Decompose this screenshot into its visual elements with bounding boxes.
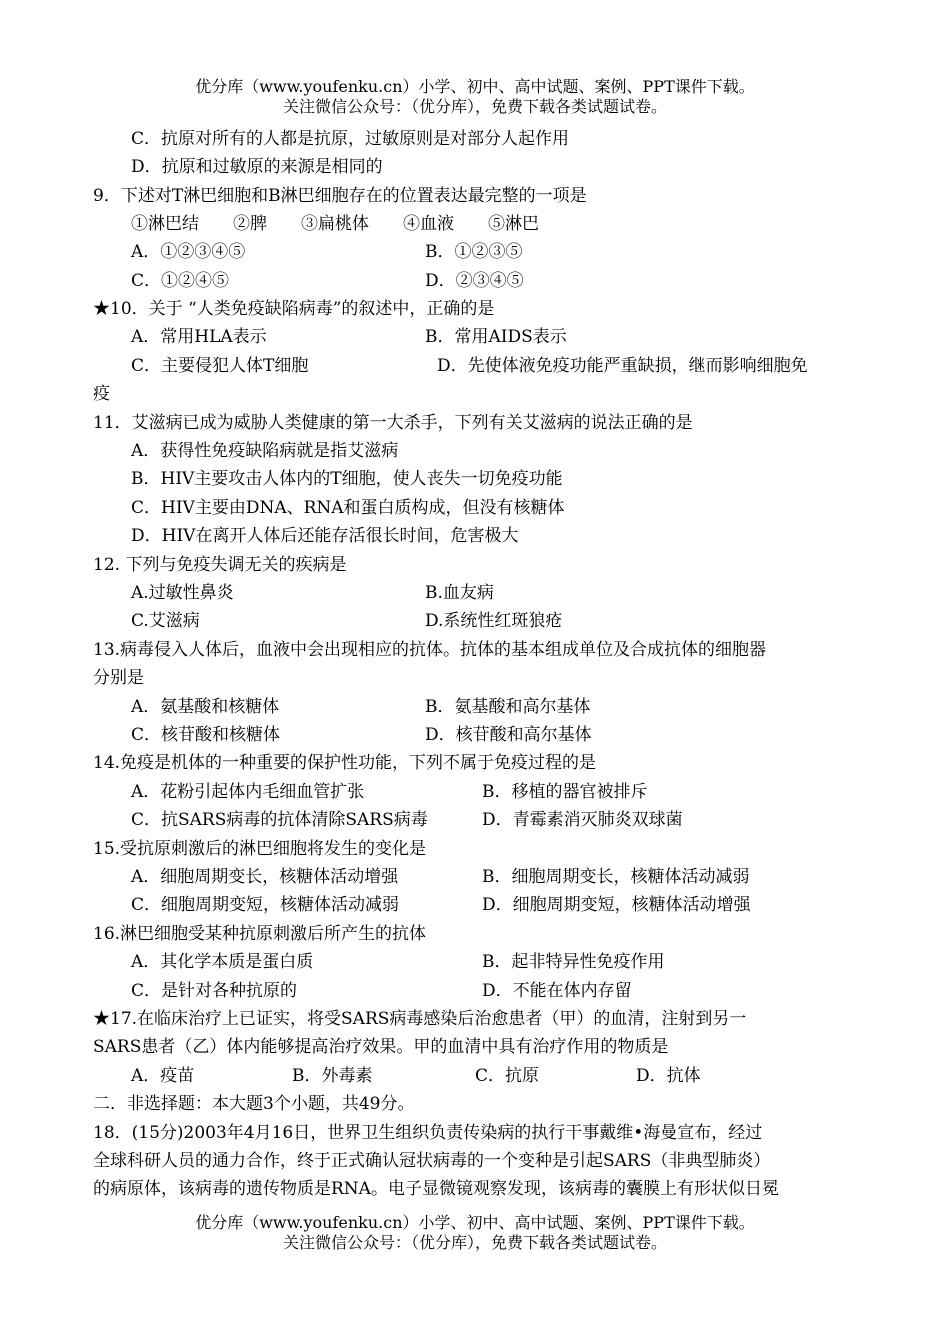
q15-option-d: D．细胞周期变短，核糖体活动增强 <box>482 895 751 915</box>
q16-option-d: D．不能在体内存留 <box>482 981 632 1001</box>
q10-option-a: A．常用HLA表示 <box>131 327 267 347</box>
q15-stem: 15.受抗原刺激后的淋巴细胞将发生的变化是 <box>93 839 427 859</box>
q10-option-d-cont: 疫 <box>93 384 110 404</box>
q9-option-a: A．①②③④⑤ <box>131 242 246 262</box>
q17-stem: ★17.在临床治疗上已证实，将受SARS病毒感染后治愈患者（甲）的血清，注射到另一 <box>93 1009 747 1029</box>
q15-option-b: B．细胞周期变长，核糖体活动减弱 <box>482 867 750 887</box>
q17-option-b: B．外毒素 <box>292 1066 373 1086</box>
q9-option-c: C．①②④⑤ <box>131 271 230 291</box>
q14-stem: 14.免疫是机体的一种重要的保护性功能，下列不属于免疫过程的是 <box>93 753 597 773</box>
q11-option-b: B．HIV主要攻击人体内的T细胞，使人丧失一切免疫功能 <box>131 469 563 489</box>
q8-option-d: D．抗原和过敏原的来源是相同的 <box>131 157 383 177</box>
q16-option-a: A．其化学本质是蛋白质 <box>131 952 314 972</box>
q14-option-c: C．抗SARS病毒的抗体清除SARS病毒 <box>131 810 428 830</box>
q16-option-c: C．是针对各种抗原的 <box>131 981 298 1001</box>
q12-stem: 12. 下列与免疫失调无关的疾病是 <box>93 555 347 575</box>
q16-stem: 16.淋巴细胞受某种抗原刺激后所产生的抗体 <box>93 924 427 944</box>
q9-option-b: B．①②③⑤ <box>425 242 523 262</box>
q12-option-c: C.艾滋病 <box>131 611 200 631</box>
q11-stem: 11．艾滋病已成为威胁人类健康的第一大杀手，下列有关艾滋病的说法正确的是 <box>93 413 693 433</box>
q14-option-b: B．移植的器官被排斥 <box>482 782 648 802</box>
q15-option-a: A．细胞周期变长，核糖体活动增强 <box>131 867 399 887</box>
q13-option-a: A．氨基酸和核糖体 <box>131 697 280 717</box>
section-2-title: 二．非选择题：本大题3个小题，共49分。 <box>93 1094 415 1114</box>
q13-option-b: B．氨基酸和高尔基体 <box>425 697 591 717</box>
q11-option-a: A．获得性免疫缺陷病就是指艾滋病 <box>131 441 399 461</box>
q18-line-3: 的病原体，该病毒的遗传物质是RNA。电子显微镜观察发现，该病毒的囊膜上有形状似日冕 <box>93 1179 779 1199</box>
q11-option-d: D．HIV在离开人体后还能存活很长时间，危害极大 <box>131 526 519 546</box>
q13-option-c: C．核苷酸和核糖体 <box>131 725 281 745</box>
q11-option-c: C．HIV主要由DNA、RNA和蛋白质构成，但没有核糖体 <box>131 498 565 518</box>
q17-option-c: C．抗原 <box>475 1066 540 1086</box>
q9-option-d: D．②③④⑤ <box>425 271 524 291</box>
header-line-2: 关注微信公众号：（优分库），免费下载各类试题试卷。 <box>282 97 667 116</box>
q17-option-d: D．抗体 <box>636 1066 701 1086</box>
q18-line-2: 全球科研人员的通力合作，终于正式确认冠状病毒的一个变种是引起SARS（非典型肺炎） <box>93 1151 771 1171</box>
q18-line-1: 18．(15分)2003年4月16日，世界卫生组织负责传染病的执行干事戴维•海曼宣布，经过 <box>93 1123 763 1143</box>
q17-stem-cont: SARS患者（乙）体内能够提高治疗效果。甲的血清中具有治疗作用的物质是 <box>93 1037 669 1057</box>
q15-option-c: C．细胞周期变短，核糖体活动减弱 <box>131 895 400 915</box>
header-line-1: 优分库（www.youfenku.cn）小学、初中、高中试题、案例、PPT课件下载。 <box>195 77 755 96</box>
q12-option-d: D.系统性红斑狼疮 <box>425 611 563 631</box>
q9-items: ①淋巴结 ②脾 ③扁桃体 ④血液 ⑤淋巴 <box>131 214 539 234</box>
q17-option-a: A．疫苗 <box>131 1066 195 1086</box>
q8-option-c: C．抗原对所有的人都是抗原，过敏原则是对部分人起作用 <box>131 129 570 149</box>
q13-stem: 13.病毒侵入人体后，血液中会出现相应的抗体。抗体的基本组成单位及合成抗体的细胞器 <box>93 640 767 660</box>
footer-line-2: 关注微信公众号：（优分库），免费下载各类试题试卷。 <box>282 1233 667 1252</box>
q16-option-b: B．起非特异性免疫作用 <box>482 952 665 972</box>
q14-option-d: D．青霉素消灭肺炎双球菌 <box>482 810 683 830</box>
q13-stem-cont: 分别是 <box>93 668 144 688</box>
q12-option-b: B.血友病 <box>425 583 494 603</box>
q13-option-d: D．核苷酸和高尔基体 <box>425 725 592 745</box>
q9-stem: 9．下述对T淋巴细胞和B淋巴细胞存在的位置表达最完整的一项是 <box>93 186 587 206</box>
q14-option-a: A．花粉引起体内毛细血管扩张 <box>131 782 365 802</box>
q10-option-b: B．常用AIDS表示 <box>425 327 567 347</box>
q12-option-a: A.过敏性鼻炎 <box>131 583 234 603</box>
q10-stem: ★10．关于 “人类免疫缺陷病毒”的叙述中，正确的是 <box>93 299 495 319</box>
q10-option-c: C．主要侵犯人体T细胞 <box>131 356 309 376</box>
footer-line-1: 优分库（www.youfenku.cn）小学、初中、高中试题、案例、PPT课件下载。 <box>195 1213 755 1232</box>
q10-option-d: D．先使体液免疫功能严重缺损，继而影响细胞免 <box>437 356 808 376</box>
